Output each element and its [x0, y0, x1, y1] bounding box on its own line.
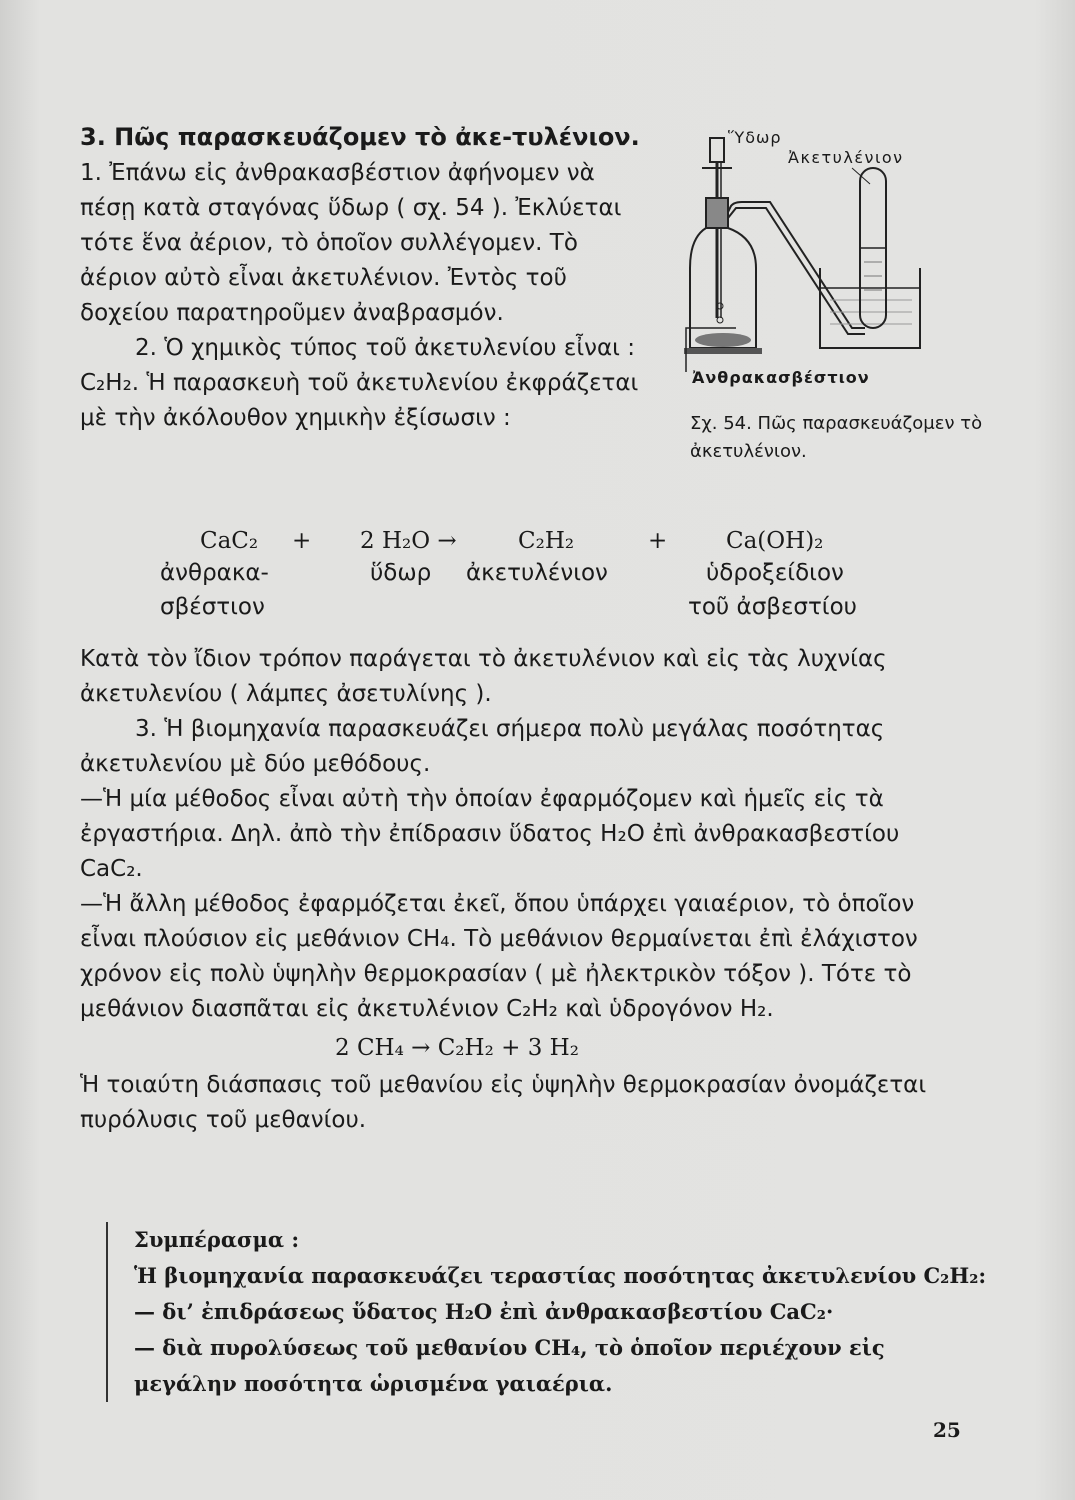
- preparation-equation: [80, 528, 1000, 628]
- eq-reactant-water: 2 H₂O →: [360, 528, 457, 554]
- body-paragraph-industry: 3. Ἡ βιομηχανία παρασκευάζει σήμερα πολὺ μεγάλας ποσότητας ἀκετυλενίου μὲ δύο μεθόδους.: [80, 716, 885, 777]
- summary-heading: Συμπέρασμα :: [134, 1227, 300, 1252]
- eq-name-acetylene: ἀκετυλένιον: [466, 560, 608, 586]
- eq-reactant-carbide: CaC₂: [200, 528, 259, 554]
- summary-line-1: Ἡ βιομηχανία παρασκευάζει τεραστίας ποσότητας ἀκετυλενίου C₂H₂:: [134, 1263, 987, 1288]
- eq-product-acetylene: C₂H₂: [518, 528, 575, 554]
- eq-name-carbide-b: σβέστιον: [160, 594, 265, 620]
- eq-name-carbide-a: ἀνθρακα-: [160, 560, 269, 586]
- apparatus-drawing-icon: [680, 128, 980, 408]
- body-paragraph-method-2: —Ἡ ἄλλη μέθοδος ἐφαρμόζεται ἐκεῖ, ὅπου ὑπάρχει γαιαέριον, τὸ ὁποῖον εἶναι πλούσιον εἰς μεθάνιον CH₄. Τὸ μεθάνιον θερμαίνεται ἐπὶ ἐλάχιστον χρόνον εἰς πολὺ ὑψηλὴν θερμοκρασίαν ( μὲ ἠλεκτρικὸν τόξον ). Τότε τὸ μεθάνιον διασπᾶται εἰς ἀκετυλένιον C₂H₂ καὶ ὑδρογόνον H₂.: [80, 891, 918, 1022]
- page-number: 25: [933, 1418, 961, 1442]
- summary-line-2: — δι’ ἐπιδράσεως ὕδατος H₂O ἐπὶ ἀνθρακασβεστίου CaC₂·: [134, 1299, 834, 1324]
- label-acetylene: Ἀκετυλένιον: [788, 148, 904, 167]
- eq-name-water: ὕδωρ: [370, 560, 432, 586]
- eq-plus-1: +: [292, 528, 312, 554]
- pyrolysis-equation: 2 CH₄ → C₂H₂ + 3 H₂: [335, 1035, 579, 1061]
- intro-section: [80, 120, 640, 436]
- body-paragraph-lamps: Κατὰ τὸν ἴδιον τρόπον παράγεται τὸ ἀκετυλένιον καὶ εἰς τὰς λυχνίας ἀκετυλενίου ( λάμπες ἀσετυλίνης ).: [80, 646, 887, 707]
- formula-paragraph: [80, 331, 640, 436]
- label-water: Ὕδωρ: [728, 128, 782, 147]
- eq-product-hydroxide: Ca(OH)₂: [726, 528, 824, 554]
- body-paragraph-method-1: —Ἡ μία μέθοδος εἶναι αὐτὴ τὴν ὁποίαν ἐφαρμόζομεν καὶ ἡμεῖς εἰς τὰ ἐργαστήρια. Δηλ. ἀπὸ τὴν ἐπίδρασιν ὕδατος H₂O ἐπὶ ἀνθρακασβεστίου CaC₂.: [80, 786, 900, 882]
- intro-text: 1. Ἐπάνω εἰς ἀνθρακασβέστιον ἀφήνομεν νὰ πέσῃ κατὰ σταγόνας ὕδωρ ( σχ. 54 ). Ἐκλύεται τότε ἕνα ἀέριον, τὸ ὁποῖον συλλέγομεν. Τὸ ἀέριον αὐτὸ εἶναι ἀκετυλένιον. Ἐντὸς τοῦ δοχείου παρατηροῦμεν ἀναβρασμόν.: [80, 160, 622, 326]
- acetylene-formula: C₂H₂: [80, 370, 132, 396]
- eq-name-hydroxide-b: τοῦ ἀσβεστίου: [688, 594, 857, 620]
- figure-caption: Σχ. 54. Πῶς παρασκευάζομεν τὸ ἀκετυλένιον.: [690, 413, 983, 462]
- formula-lead: 2. Ὁ χημικὸς τύπος τοῦ ἀκετυλενίου εἶναι :: [135, 335, 635, 361]
- eq-name-hydroxide-a: ὑδροξείδιον: [706, 560, 844, 586]
- formula-rest: . Ἡ παρασκευὴ τοῦ ἀκετυλενίου ἐκφράζεται μὲ τὴν ἀκόλουθον χημικὴν ἐξίσωσιν :: [80, 370, 639, 431]
- label-carbide: Ἀνθρακασβέστιον: [692, 368, 870, 387]
- body-text: [80, 642, 960, 1138]
- eq-plus-2: +: [648, 528, 668, 554]
- body-paragraph-pyrolysis: Ἡ τοιαύτη διάσπασις τοῦ μεθανίου εἰς ὑψηλὴν θερμοκρασίαν ὀνομάζεται πυρόλυσις τοῦ μεθανίου.: [80, 1072, 927, 1133]
- summary-box: [106, 1222, 994, 1402]
- section-title: 3. Πῶς παρασκευάζομεν τὸ ἀκε-τυλένιον.: [80, 123, 640, 151]
- apparatus-figure: [680, 128, 983, 468]
- summary-line-3: — διὰ πυρολύσεως τοῦ μεθανίου CH₄, τὸ ὁποῖον περιέχουν εἰς μεγάλην ποσότητα ὡρισμένα γαιαέρια.: [134, 1335, 885, 1396]
